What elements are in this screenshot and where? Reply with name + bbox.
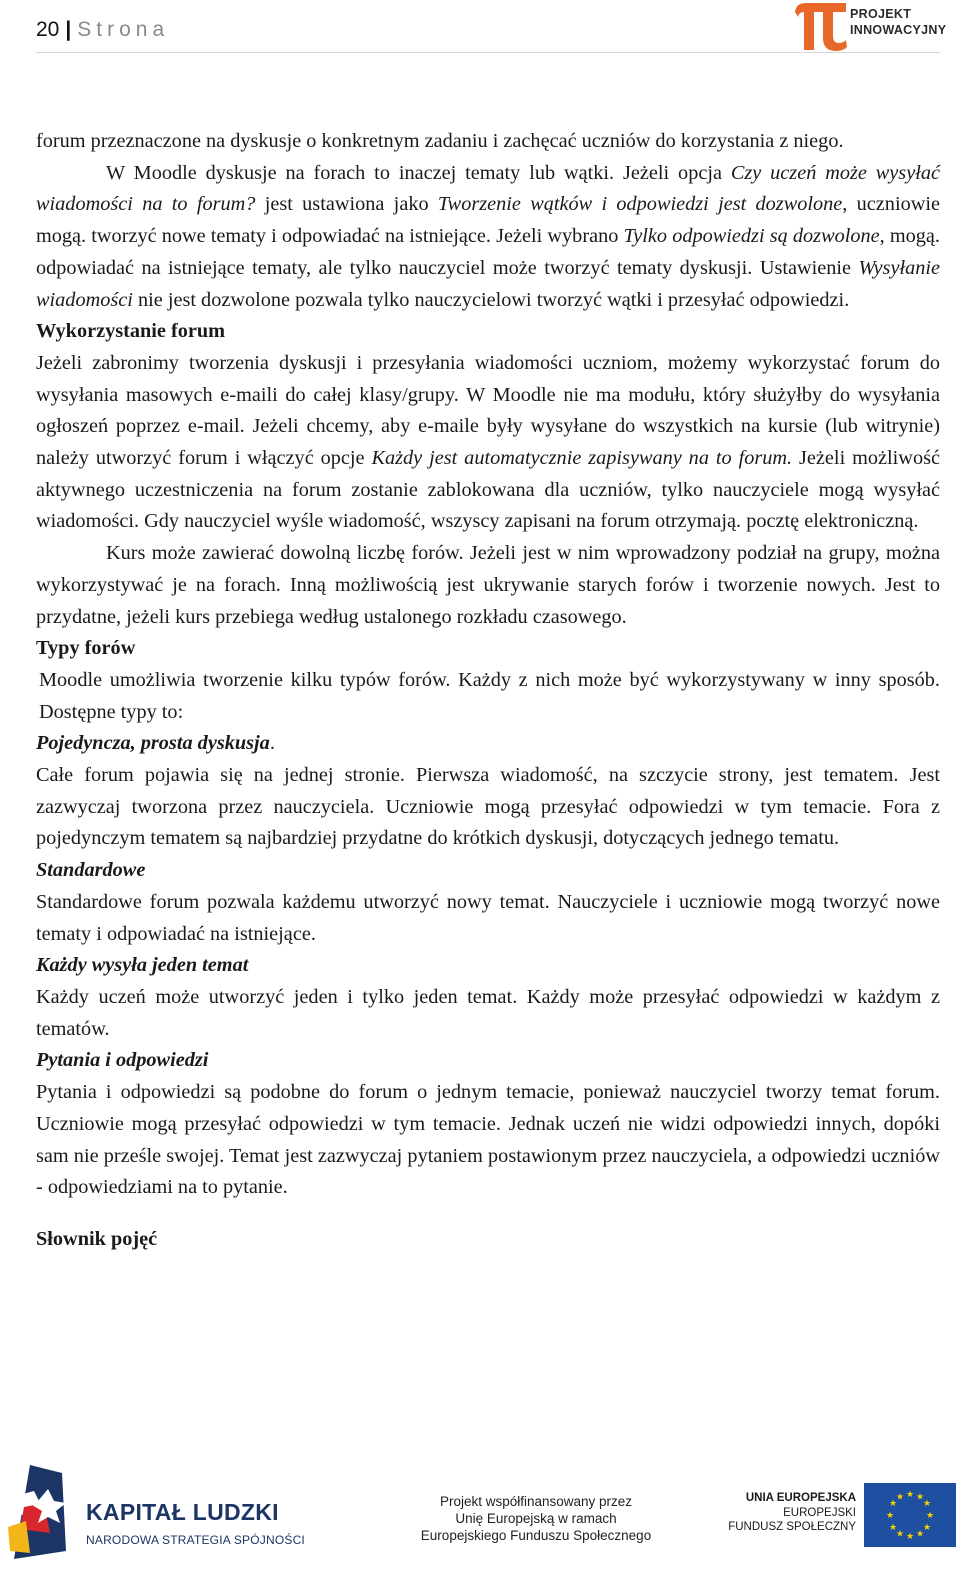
heading-period: . (269, 732, 275, 755)
svg-text:★: ★ (922, 1499, 932, 1509)
paragraph-forum-intro: forum przeznaczone na dyskusje o konkretnym zadaniu i zachęcać uczniów do korzystania z niego. (36, 130, 844, 152)
italic-run: Każdy jest automatycznie zapisywany na to forum. (371, 447, 793, 470)
svg-text:★: ★ (922, 1523, 932, 1533)
eu-flag-icon (864, 1483, 956, 1547)
kapital-ludzki-title: KAPITAŁ LUDZKI (86, 1499, 279, 1525)
eu-logo-text (704, 1491, 856, 1535)
eu-line-2: EUROPEJSKI (783, 1506, 856, 1519)
paragraph-course-forums: Kurs może zawierać dowolną liczbę forów. Jeżeli jest w nim wprowadzony podział na grupy, można wykorzystywać je na forach. Inną możliwością jest ukrywanie starych forów i tworzenie nowych. Jest to przydatne, jeżeli kurs przebiega według ustalonego rozkładu czasowego. (36, 542, 940, 628)
paragraph-kazdy-wysyla: Każdy uczeń może utworzyć jeden i tylko jeden temat. Każdy może przesyłać odpowiedzi w każdym z tematów. (36, 985, 940, 1040)
heading-wykorzystanie-forum: Wykorzystanie forum (36, 320, 226, 343)
paragraph-forum-types-intro: Moodle umożliwia tworzenie kilku typów forów. Każdy z nich może być wykorzystywany w inny sposób. Dostępne typy to: (39, 668, 940, 723)
paragraph-forum-usage (36, 348, 940, 538)
italic-run: Czy uczeń może wysyłać wiadomości na to forum? (36, 161, 940, 216)
page-separator: | (65, 18, 72, 41)
eu-line-3: FUNDUSZ SPOŁECZNY (728, 1521, 856, 1533)
header-divider (36, 52, 940, 53)
heading-single-discussion (36, 728, 940, 760)
svg-text:★: ★ (925, 1511, 935, 1521)
paragraph-single-discussion: Całe forum pojawia się na jednej stronie. Pierwsza wiadomość, na szczycie strony, jest tematem. Jest zazwyczaj tworzona przez nauczyciela. Uczniowie mogą przesyłać odpowiedzi w tym temacie. Fora z pojedynczym tematem są najbardziej przydatne do krótkich dyskusji, dotyczących jednego tematu. (36, 764, 940, 850)
page-header (0, 0, 960, 60)
page-footer (0, 1455, 960, 1569)
svg-text:★: ★ (895, 1529, 905, 1540)
text-run: , mogą. odpowiadać na istniejące tematy, ale tylko nauczyciel może tworzyć tematy dyskusji. Ustawienie (36, 225, 940, 279)
italic-run: Tylko odpowiedzi są dozwolone (623, 225, 880, 248)
svg-text:★: ★ (915, 1492, 925, 1503)
page-word: Strona (77, 18, 170, 41)
cofin-line-3: Europejskiego Funduszu Społecznego (420, 1528, 652, 1543)
svg-text:★: ★ (885, 1511, 895, 1521)
document-body (36, 126, 940, 1256)
paragraph-moodle-discussions (36, 158, 940, 317)
heading-slownik-pojec: Słownik pojęć (36, 1227, 158, 1250)
kapital-ludzki-logo (4, 1463, 304, 1563)
logo-line-1: PROJEKT (850, 7, 912, 21)
eu-logo (704, 1477, 956, 1563)
svg-text:★: ★ (905, 1490, 915, 1500)
text-run: jest ustawiona jako (255, 193, 438, 216)
logo-text (850, 6, 946, 38)
eu-line-1: UNIA EUROPEJSKA (745, 1492, 856, 1504)
svg-text:★: ★ (888, 1499, 898, 1509)
heading-pytania-odpowiedzi: Pytania i odpowiedzi (36, 1049, 209, 1072)
heading-text: Pojedyncza, prosta dyskusja (36, 732, 270, 755)
projekt-innowacyjny-logo (792, 0, 948, 52)
kapital-ludzki-star-icon (4, 1463, 74, 1563)
italic-run: Wysyłanie wiadomości (36, 256, 940, 311)
text-run: , uczniowie mogą. tworzyć nowe tematy i odpowiadać na istniejące. Jeżeli wybrano (36, 193, 940, 248)
section-spacer (36, 1204, 940, 1224)
page-number-label (36, 18, 169, 42)
cofin-line-1: Projekt współfinansowany przez (439, 1494, 633, 1509)
logo-line-2: INNOWACYJNY (850, 23, 947, 37)
text-run: nie jest dozwolone pozwala tylko nauczycielowi tworzyć wątki i przesyłać odpowiedzi. (132, 288, 850, 311)
cofin-line-2: Unię Europejską w ramach (455, 1511, 617, 1526)
svg-text:★: ★ (888, 1523, 898, 1533)
svg-text:★: ★ (915, 1529, 925, 1540)
svg-text:★: ★ (895, 1492, 905, 1503)
heading-kazdy-wysyla: Każdy wysyła jeden temat (36, 954, 249, 977)
heading-standardowe: Standardowe (36, 859, 146, 882)
pi-symbol-icon (792, 0, 848, 52)
text-run: Jeżeli możliwość aktywnego uczestniczenia na forum zostanie zablokowana dla uczniów, tylko nauczyciele mogą wysyłać wiadomości. Gdy nauczyciel wyśle wiadomość, wszyscy zapisani na forum otrzymają. pocztę elektroniczną. (36, 447, 940, 533)
italic-run: Tworzenie wątków i odpowiedzi jest dozwolone (437, 193, 843, 216)
paragraph-standardowe: Standardowe forum pozwala każdemu utworzyć nowy temat. Nauczyciele i uczniowie mogą tworzyć nowe tematy i odpowiadać na istniejące. (36, 890, 940, 945)
heading-typy-forow: Typy forów (36, 637, 136, 660)
page-number: 20 (36, 18, 60, 41)
text-run: W Moodle dyskusje na forach to inaczej tematy lub wątki. Jeżeli opcja (106, 161, 731, 184)
kapital-ludzki-subtitle: NARODOWA STRATEGIA SPÓJNOŚCI (86, 1533, 305, 1547)
paragraph-pytania-odpowiedzi: Pytania i odpowiedzi są podobne do forum o jednym temacie, ponieważ nauczyciel tworzy temat forum. Uczniowie mogą przesyłać odpowiedzi w tym temacie. Jednak uczeń nie widzi odpowiedzi innych, dopóki sam nie prześle swojej. Temat jest zazwyczaj pytaniem postawionym przez nauczyciela, a odpowiedzi uczniów - odpowiedziami na to pytanie. (36, 1081, 940, 1199)
svg-text:★: ★ (905, 1532, 915, 1542)
text-run: Jeżeli zabronimy tworzenia dyskusji i przesyłania wiadomości uczniom, możemy wykorzystać forum do wysyłania masowych e-maili do całej klasy/grupy. W Moodle nie ma modułu, który służyłby do wysyłania ogłoszeń poprzez e-mail. Jeżeli chcemy, aby e-maile były wysyłane do wszystkich na kursie (lub witrynie) należy utworzyć forum i włączyć opcje (36, 351, 940, 470)
cofinancing-note (388, 1493, 684, 1544)
